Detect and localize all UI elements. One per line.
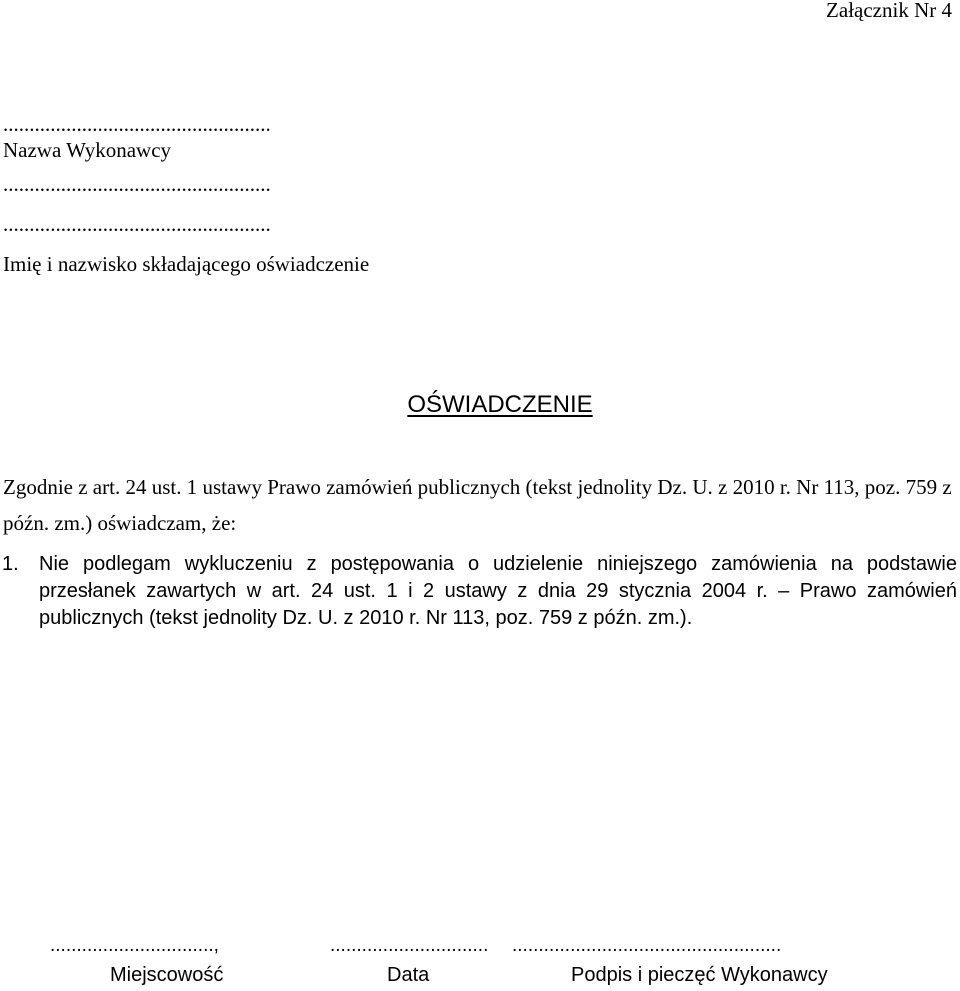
signature-field-line: ................................................... bbox=[512, 935, 782, 956]
signer-name-label: Imię i nazwisko składającego oświadczenie bbox=[3, 252, 370, 276]
contractor-name-label: Nazwa Wykonawcy bbox=[3, 138, 172, 162]
page-title: OŚWIADCZENIE bbox=[407, 391, 593, 418]
declaration-item-number: 1. bbox=[2, 553, 19, 575]
contractor-name-field-line: ................................................... bbox=[3, 112, 271, 136]
signer-name-field-line: ................................................... bbox=[3, 212, 271, 236]
date-label: Data bbox=[387, 964, 430, 986]
date-field-line: .............................. bbox=[330, 935, 489, 956]
intro-paragraph: Zgodnie z art. 24 ust. 1 ustawy Prawo zamówień publicznych (tekst jednolity Dz. U. z 2010 r. Nr 113, poz. 759 z późn. zm.) oświadczam, że: bbox=[3, 475, 952, 535]
declaration-item bbox=[2, 551, 957, 632]
place-field-line: ..............................., bbox=[50, 935, 219, 956]
declaration-item-text: Nie podlegam wykluczeniu z postępowania o udzielenie niniejszego zamówienia na podstawie przesłanek zawartych w art. 24 ust. 1 i 2 ustawy z dnia 29 stycznia 2004 r. – Prawo zamówień publicznych (tekst jednolity Dz. U. z 2010 r. Nr 113, poz. 759 z późn. zm.). bbox=[39, 553, 957, 629]
signature-label: Podpis i pieczęć Wykonawcy bbox=[571, 964, 828, 986]
place-label: Miejscowość bbox=[110, 964, 224, 986]
annex-label: Załącznik Nr 4 bbox=[826, 0, 952, 22]
contractor-name-field-line-2: ................................................... bbox=[3, 172, 271, 196]
